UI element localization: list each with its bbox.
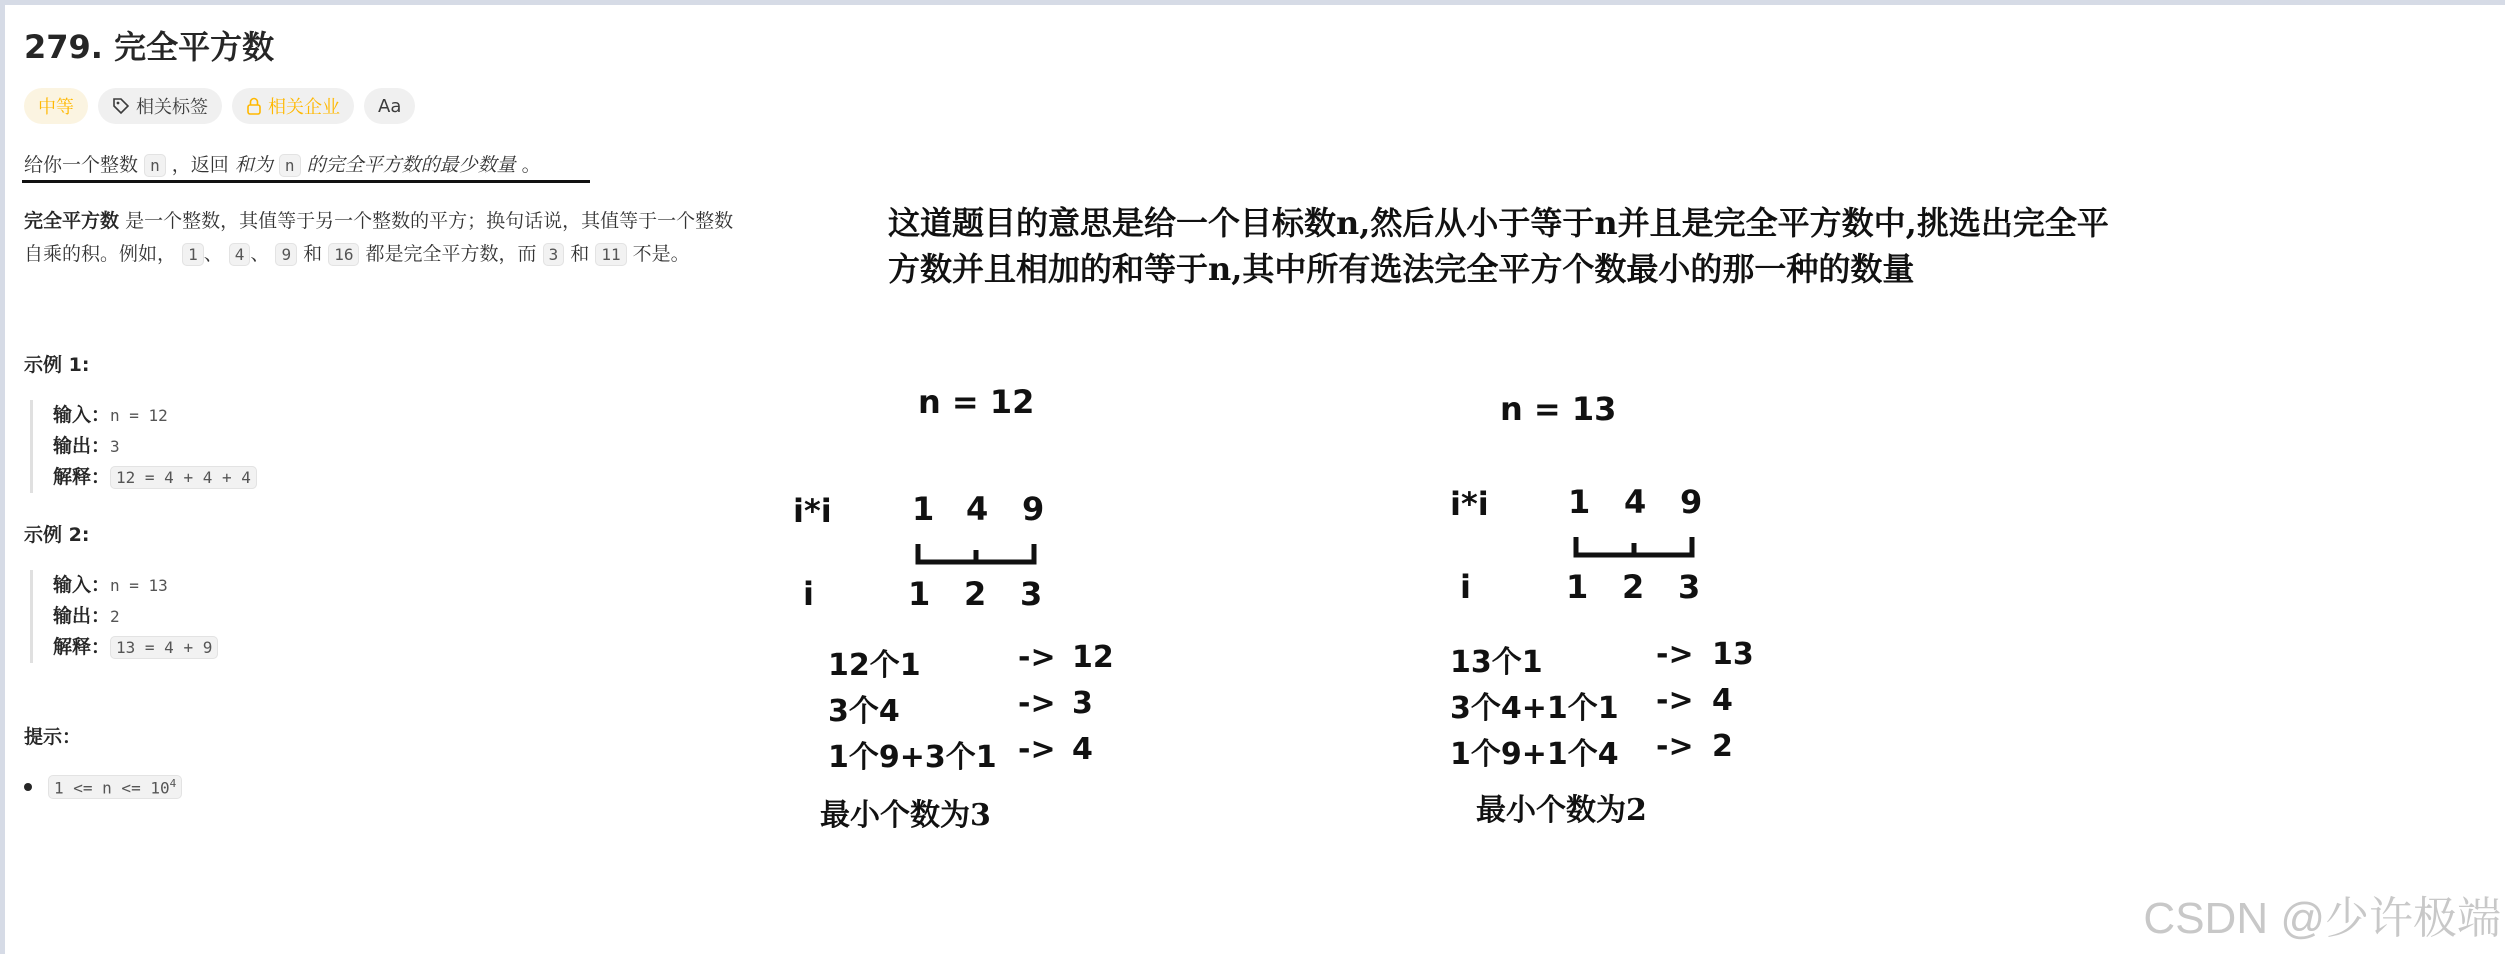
- left-square-label: i*i: [793, 492, 832, 530]
- right-row-arrow: ->: [1656, 729, 1694, 764]
- tag-bar: [24, 88, 415, 124]
- inline-code-9: 9: [275, 243, 297, 266]
- left-i-value: 1: [908, 575, 931, 613]
- right-n-label: n = 13: [1500, 390, 1617, 428]
- left-square-value: 4: [966, 490, 989, 528]
- left-row-arrow: ->: [1018, 686, 1056, 721]
- right-row-arrow: ->: [1656, 637, 1694, 672]
- right-i-value: 1: [1566, 568, 1589, 606]
- font-size-button[interactable]: [364, 88, 415, 124]
- explain-label: 解释：: [53, 636, 111, 658]
- output-value: 2: [110, 607, 120, 626]
- example-1-output: [53, 431, 257, 462]
- left-result: 最小个数为3: [820, 798, 991, 833]
- left-row-combo: 3个4: [828, 694, 900, 729]
- inline-code-4: 4: [229, 243, 251, 266]
- right-row-combo: 13个1: [1450, 645, 1543, 680]
- explain-value: 13 = 4 + 9: [110, 636, 218, 659]
- related-companies-label: 相关企业: [268, 97, 340, 118]
- left-i-value: 2: [964, 575, 987, 613]
- left-row-count: 3: [1072, 686, 1093, 721]
- definition-text-4: 不是。: [632, 243, 690, 265]
- definition-text-1: 是一个整数，其值等于另一个整数的平方；换句话说，其值等于一个整数: [125, 210, 734, 232]
- definition-term: 完全平方数: [24, 210, 120, 232]
- left-bracket: [910, 540, 1040, 570]
- input-label: 输入：: [53, 574, 111, 596]
- constraint-text: 1 <= n <= 10: [54, 778, 170, 798]
- right-row-combo: 1个9+1个4: [1450, 737, 1619, 772]
- left-square-value: 9: [1022, 490, 1045, 528]
- desc-italic-2: 的完全平方数的最少数量: [306, 154, 516, 176]
- explanation-note: 这道题目的意思是给一个目标数n,然后从小于等于n并且是完全平方数中,挑选出完全平方数并且相加的和等于n,其中所有选法完全平方个数最小的那一种的数量: [888, 204, 2109, 288]
- example-1-input: [53, 400, 257, 431]
- explain-value: 12 = 4 + 4 + 4: [110, 466, 257, 489]
- left-row-arrow: ->: [1018, 640, 1056, 675]
- left-i-label: i: [803, 575, 814, 613]
- example-2-output: [53, 601, 218, 632]
- inline-code-11: 11: [595, 243, 626, 266]
- bullet-icon: [24, 783, 32, 791]
- lock-icon: [246, 97, 262, 115]
- right-square-value: 9: [1680, 483, 1703, 521]
- right-row-count: 13: [1712, 637, 1754, 672]
- example-1-heading: 示例 1:: [24, 354, 90, 376]
- constraint-code: [48, 775, 182, 799]
- difficulty-badge[interactable]: [24, 88, 88, 124]
- inline-code-n: n: [144, 154, 166, 177]
- related-tags-label: 相关标签: [136, 97, 208, 118]
- left-n-label: n = 12: [918, 383, 1035, 421]
- input-label: 输入：: [53, 404, 111, 426]
- right-row-count: 2: [1712, 729, 1733, 764]
- example-1-explanation: [53, 462, 257, 493]
- problem-title: 279. 完全平方数: [24, 28, 275, 66]
- related-tags-button[interactable]: [98, 88, 222, 124]
- input-value: n = 13: [110, 576, 168, 595]
- csdn-watermark: CSDN @少许极端: [2143, 894, 2501, 943]
- right-square-value: 1: [1568, 483, 1591, 521]
- example-1-block: [30, 400, 257, 493]
- window-left-border: [0, 0, 5, 954]
- right-square-label: i*i: [1450, 485, 1489, 523]
- left-row-arrow: ->: [1018, 732, 1056, 767]
- left-row-combo: 12个1: [828, 648, 921, 683]
- example-2-block: [30, 570, 218, 663]
- conjunction: 和: [570, 243, 590, 265]
- conjunction: 和: [303, 243, 323, 265]
- window-top-border: [0, 0, 2505, 5]
- desc-italic-1: 和为: [234, 154, 273, 176]
- input-value: n = 12: [110, 406, 168, 425]
- output-label: 输出：: [53, 605, 111, 627]
- output-value: 3: [110, 437, 120, 456]
- example-2-heading: 示例 2:: [24, 524, 90, 546]
- output-label: 输出：: [53, 435, 111, 457]
- constraint-exponent: 4: [169, 777, 177, 790]
- inline-code-3: 3: [543, 243, 565, 266]
- tag-icon: [112, 97, 130, 115]
- left-square-value: 1: [912, 490, 935, 528]
- explain-label: 解释：: [53, 466, 111, 488]
- separator: 、: [250, 243, 270, 265]
- difficulty-label: 中等: [38, 97, 74, 118]
- constraint-item: [24, 775, 182, 799]
- right-result: 最小个数为2: [1476, 793, 1647, 828]
- desc-end: 。: [521, 154, 541, 176]
- related-companies-button[interactable]: [232, 88, 354, 124]
- example-2-explanation: [53, 632, 218, 663]
- right-bracket: [1568, 533, 1698, 563]
- left-row-count: 4: [1072, 732, 1093, 767]
- definition-text-2: 自乘的积。例如，: [24, 243, 177, 265]
- left-i-value: 3: [1020, 575, 1043, 613]
- right-square-value: 4: [1624, 483, 1647, 521]
- hints-heading: 提示：: [24, 726, 82, 748]
- highlight-underline: [22, 180, 590, 183]
- right-i-value: 3: [1678, 568, 1701, 606]
- separator: 、: [203, 243, 223, 265]
- right-i-value: 2: [1622, 568, 1645, 606]
- inline-code-1: 1: [182, 243, 204, 266]
- right-row-combo: 3个4+1个1: [1450, 691, 1619, 726]
- font-size-icon: Aa: [378, 95, 402, 117]
- right-i-label: i: [1460, 568, 1471, 606]
- problem-description: [24, 150, 541, 177]
- right-row-arrow: ->: [1656, 683, 1694, 718]
- left-row-count: 12: [1072, 640, 1114, 675]
- example-2-input: [53, 570, 218, 601]
- desc-text-1: 给你一个整数: [24, 154, 139, 176]
- inline-code-16: 16: [328, 243, 359, 266]
- desc-text-2: ，返回: [171, 154, 229, 176]
- inline-code-n-2: n: [279, 154, 301, 177]
- left-row-combo: 1个9+3个1: [828, 740, 997, 775]
- definition-paragraph: [24, 205, 824, 271]
- definition-text-3: 都是完全平方数，而: [365, 243, 537, 265]
- right-row-count: 4: [1712, 683, 1733, 718]
